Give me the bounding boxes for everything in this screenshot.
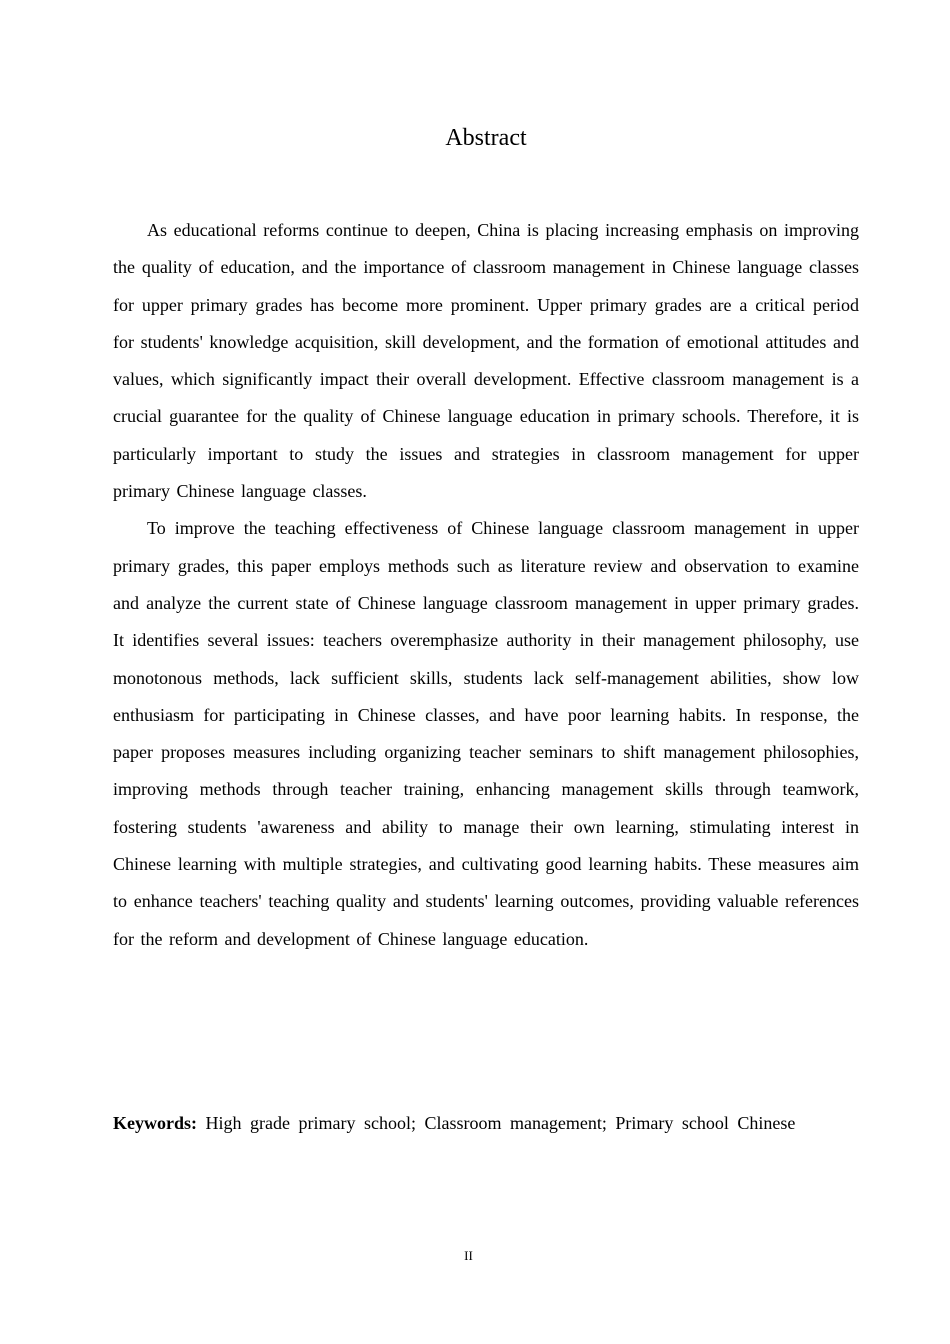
- abstract-paragraph-1: As educational reforms continue to deepen, China is placing increasing emphasis on improving the quality of education, and the importance of classroom management in Chinese language classes for upper primary grades has become more prominent. Upper primary grades are a critical period for students' knowledge acquisition, skill development, and the formation of emotional attitudes and values, which significantly impact their overall development. Effective classroom management is a crucial guarantee for the quality of Chinese language education in primary schools. Therefore, it is particularly important to study the issues and strategies in classroom management for upper primary Chinese language classes.: [113, 220, 859, 502]
- abstract-body: [113, 212, 859, 958]
- abstract-paragraph-2: To improve the teaching effectiveness of Chinese language classroom management in upper primary grades, this paper employs methods such as literature review and observation to examine and analyze the current state of Chinese language classroom management in upper primary grades. It identifies several issues: teachers overemphasize authority in their management philosophy, use monotonous methods, lack sufficient skills, students lack self-management abilities, show low enthusiasm for participating in Chinese classes, and have poor learning habits. In response, the paper proposes measures including organizing teacher seminars to shift management philosophies, improving methods through teacher training, enhancing management skills through teamwork, fostering students 'awareness and ability to manage their own learning, stimulating interest in Chinese learning with multiple strategies, and cultivating good learning habits. These measures aim to enhance teachers' teaching quality and students' learning outcomes, providing valuable references for the reform and development of Chinese language education.: [113, 518, 859, 949]
- keywords-line: [113, 1105, 873, 1142]
- page-number: II: [464, 1248, 473, 1263]
- keywords-text: High grade primary school; Classroom management; Primary school Chinese: [205, 1113, 796, 1133]
- abstract-title: Abstract: [445, 125, 527, 151]
- keywords-label: Keywords:: [113, 1113, 197, 1133]
